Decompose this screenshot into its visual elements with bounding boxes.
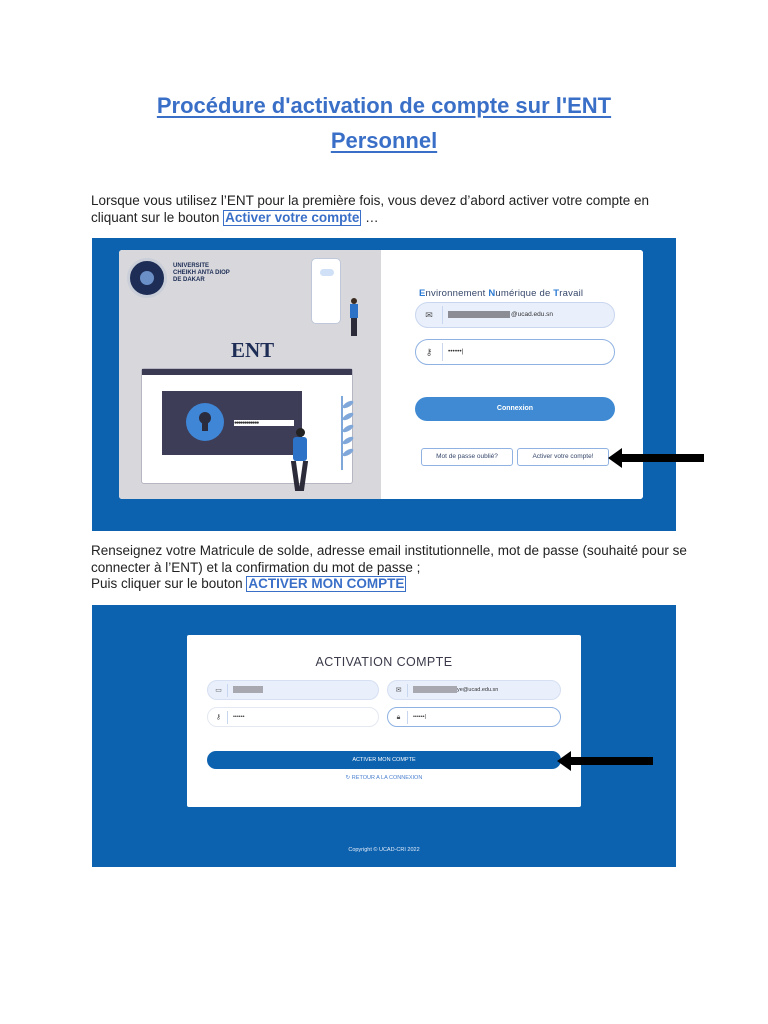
instructions-paragraph (91, 543, 691, 593)
password-value: •••••• (233, 714, 245, 720)
key-icon: ⚷ (425, 347, 433, 357)
connexion-button[interactable]: Connexion (415, 397, 615, 421)
arrow-pointer-2 (557, 751, 653, 771)
intro-text: Lorsque vous utilisez l’ENT pour la première fois, vous devez d’abord activer votre compte en cliquant sur le bouton (91, 193, 650, 225)
copyright-text: Copyright © UCAD-CRI 2022 (348, 847, 420, 853)
intro-paragraph (91, 193, 691, 226)
ent-label: ENT (231, 338, 275, 362)
confirm-password-field[interactable] (387, 707, 561, 727)
login-card (119, 250, 643, 499)
forgot-password-button[interactable]: Mot de passe oublié? (421, 448, 513, 466)
woman-illustration (287, 428, 315, 496)
university-name: UNIVERSITE CHEIKH ANTA DIOP DE DAKAR (173, 263, 230, 283)
ent-full-title: Environnement Numérique de Travail (419, 288, 584, 299)
activer-mon-compte-inline-button: ACTIVER MON COMPTE (248, 576, 405, 591)
redacted-username (413, 686, 457, 693)
intro-tail: … (361, 209, 379, 225)
page-title-line-1: Procédure d'activation de compte sur l'ENT (156, 93, 612, 118)
arrow-pointer-1 (608, 448, 704, 468)
retour-connexion-link[interactable]: ↻ RETOUR A LA CONNEXION (345, 775, 423, 781)
redacted-username (448, 311, 510, 318)
instructions-text: Renseignez votre Matricule de solde, adresse email institutionnelle, mot de passe (souhaité pour se connecter à l’ENT) et la confirmation du mot de passe ; (91, 543, 687, 575)
login-form-panel (381, 250, 643, 499)
page-title (60, 88, 708, 158)
email-domain: ye@ucad.edu.sn (457, 687, 499, 693)
plant-illustration (341, 396, 355, 470)
activation-title: ACTIVATION COMPTE (315, 655, 453, 669)
password-field[interactable] (415, 339, 615, 365)
matricule-field[interactable] (207, 680, 379, 700)
browser-illustration (141, 368, 353, 484)
email-field[interactable] (387, 680, 561, 700)
person-illustration (349, 298, 359, 338)
password-field[interactable] (207, 707, 379, 727)
password-illustration: ●●●●●●●●●●●● (234, 420, 294, 426)
phone-illustration (311, 258, 341, 324)
instructions-click-text: Puis cliquer sur le bouton (91, 576, 247, 591)
activer-mon-compte-button[interactable]: ACTIVER MON COMPTE (207, 751, 561, 769)
toggle-icon (320, 269, 334, 276)
password-value: ••••••| (448, 348, 464, 355)
keyhole-icon (186, 403, 224, 441)
confirm-password-value: ••••••| (413, 714, 426, 720)
activer-votre-compte-inline-button: Activer votre compte (225, 209, 360, 225)
illustration-panel (119, 250, 381, 499)
page-title-line-2: Personnel (330, 128, 438, 153)
redacted-matricule (233, 686, 263, 693)
lock-icon: 🔒︎ (396, 714, 401, 721)
activation-card (187, 635, 581, 807)
login-page-screenshot (92, 238, 676, 531)
activation-page-screenshot (92, 605, 676, 867)
envelope-icon: ✉ (395, 687, 402, 694)
key-icon: ⚷ (215, 714, 222, 721)
university-logo (127, 258, 167, 298)
email-domain: @ucad.edu.sn (511, 311, 554, 318)
envelope-icon: ✉ (425, 310, 433, 320)
email-field[interactable] (415, 302, 615, 328)
activer-votre-compte-button[interactable]: Activer votre compte! (517, 448, 609, 466)
lock-screen-illustration (162, 391, 302, 455)
id-card-icon: ▭ (215, 687, 222, 694)
